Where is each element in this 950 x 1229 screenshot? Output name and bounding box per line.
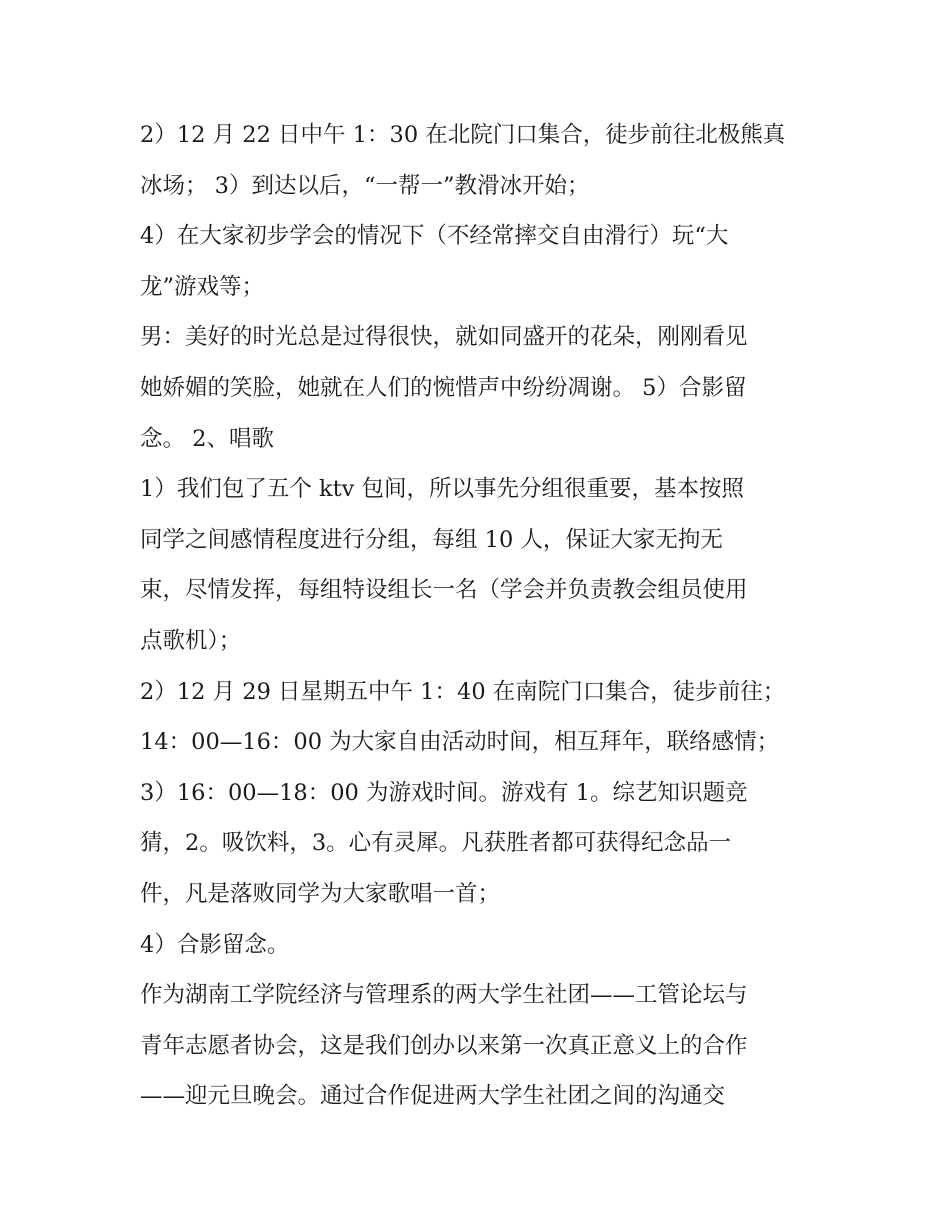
text-line: 青年志愿者协会，这是我们创办以来第一次真正意义上的合作 <box>140 1032 748 1059</box>
text-line: 点歌机）； <box>140 627 242 654</box>
text-line: 2）12 月 22 日中午 1：30 在北院门口集合，徒步前往北极熊真 <box>140 122 786 148</box>
text-line: 束，尽情发挥，每组特设组长一名（学会并负责教会组员使用 <box>140 577 748 604</box>
text-line: ——迎元旦晚会。通过合作促进两大学生社团之间的沟通交 <box>140 1083 726 1110</box>
text-line: 14：00—16：00 为大家自由活动时间，相互拜年，联络感情； <box>140 729 780 756</box>
text-line: 猜，2。吸饮料，3。心有灵犀。凡获胜者都可获得纪念品一 <box>140 830 732 857</box>
text-line: 她娇媚的笑脸，她就在人们的惋惜声中纷纷凋谢。 5）合影留 <box>140 374 747 401</box>
body-text <box>140 110 820 1122</box>
text-line: 冰场； 3）到达以后，“一帮一”教滑冰开始； <box>140 172 590 199</box>
text-line: 1）我们包了五个 ktv 包间，所以事先分组很重要，基本按照 <box>140 476 745 503</box>
text-line: 同学之间感情程度进行分组，每组 10 人，保证大家无拘无 <box>140 526 723 553</box>
text-line: 念。 2、唱歌 <box>140 425 274 452</box>
text-line: 3）16：00—18：00 为游戏时间。游戏有 1。综艺知识题竞 <box>140 779 748 806</box>
text-line: 4）合影留念。 <box>140 931 290 958</box>
text-line: 龙”游戏等； <box>140 273 265 300</box>
text-line: 2）12 月 29 日星期五中午 1：40 在南院门口集合，徒步前往； <box>140 678 786 705</box>
text-line: 件，凡是落败同学为大家歌唱一首； <box>140 880 501 907</box>
text-line: 作为湖南工学院经济与管理系的两大学生社团——工管论坛与 <box>140 982 748 1009</box>
text-line: 4）在大家初步学会的情况下（不经常摔交自由滑行）玩“大 <box>140 223 729 250</box>
text-line: 男：美好的时光总是过得很快，就如同盛开的花朵，刚刚看见 <box>140 324 748 351</box>
